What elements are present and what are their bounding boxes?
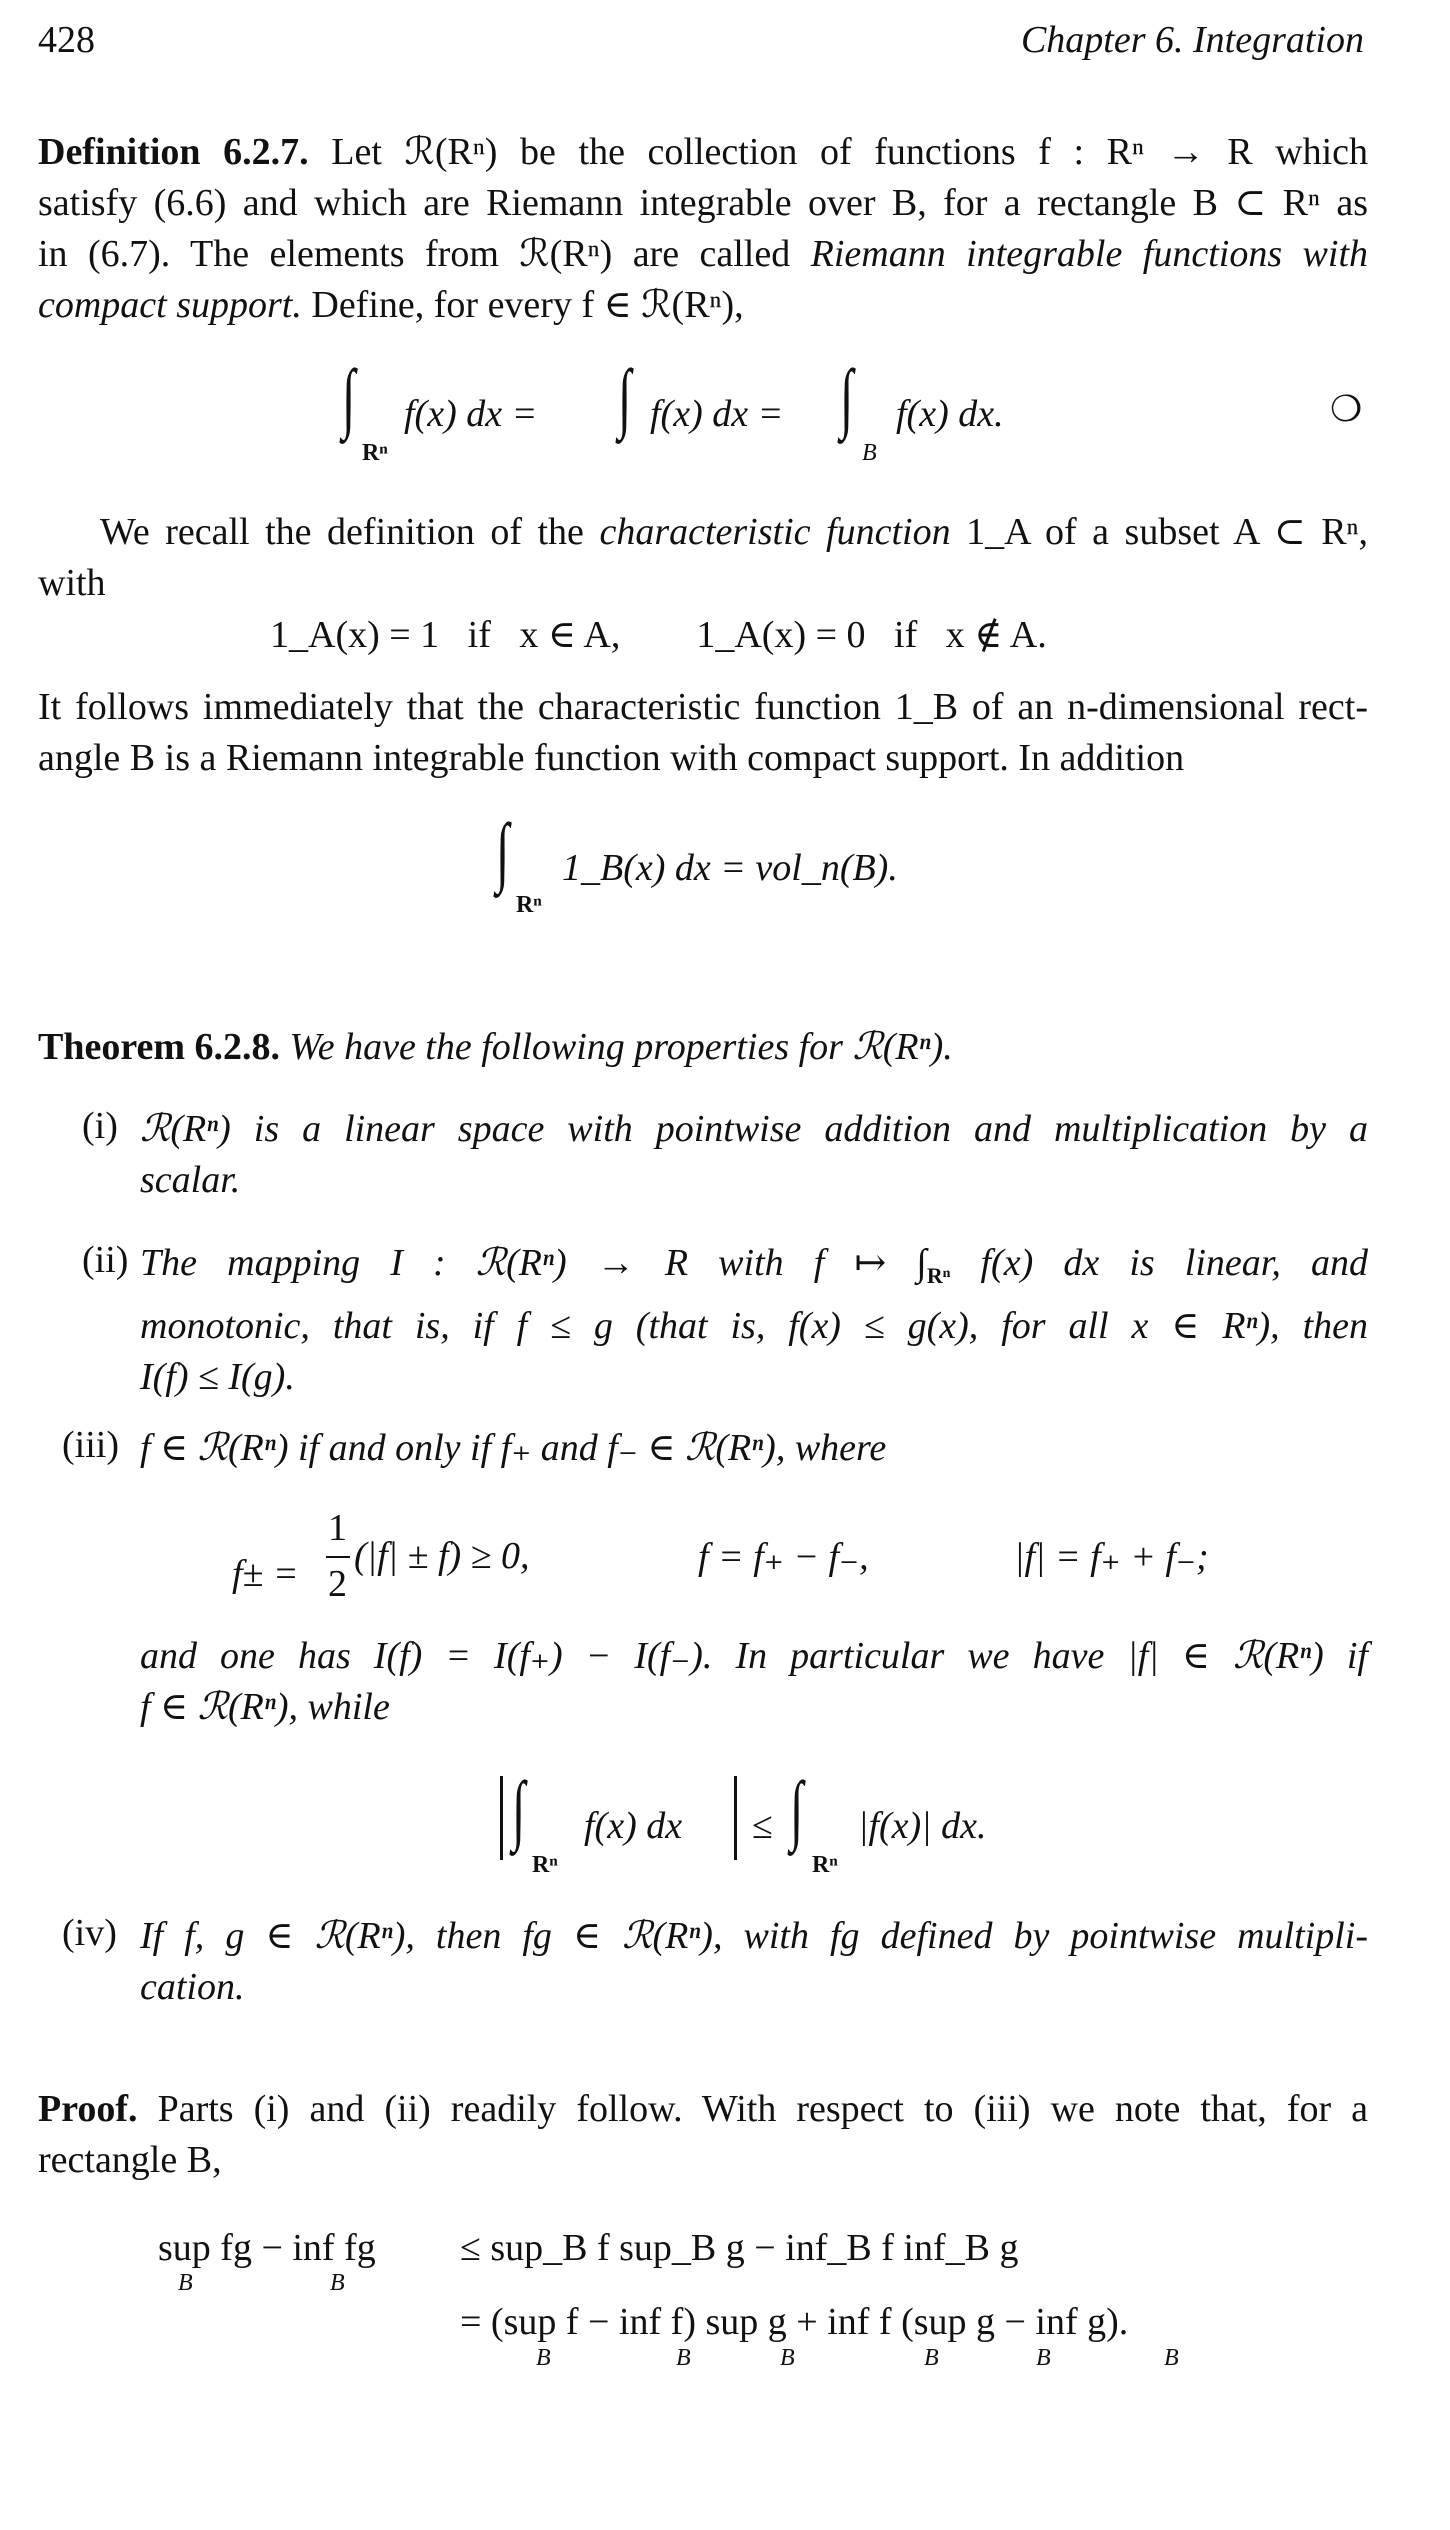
theorem-item-4 xyxy=(140,1911,1368,2013)
frac-bar xyxy=(326,1556,350,1558)
inequality-rhs: |f(x)| dx. xyxy=(858,1805,987,1847)
sub-b: B xyxy=(1164,2345,1179,2371)
definition-block xyxy=(38,127,1368,331)
integral-sign: ∫ xyxy=(342,353,356,440)
item-1-line-2: scalar. xyxy=(140,1159,241,1201)
sub-b: B xyxy=(1036,2345,1051,2371)
sub-b: B xyxy=(676,2345,691,2371)
proof-eq1-rhs: ≤ sup_B f sup_B g − inf_B f inf_B g xyxy=(460,2227,1019,2269)
char-term: characteristic function xyxy=(599,511,951,553)
item-label: (iii) xyxy=(62,1424,119,1466)
theorem-item-3: f ∈ ℛ(Rⁿ) if and only if f₊ and f₋ ∈ ℛ(Rⁿ), where xyxy=(140,1427,887,1469)
sub-b: B xyxy=(178,2270,193,2296)
definition-line-1 xyxy=(38,127,1368,178)
item-2-text-b: f(x) dx is linear, and xyxy=(980,1242,1368,1284)
integral-sub-rn: Rⁿ xyxy=(532,1852,558,1878)
char-line-3: It follows immediately that the characteristic function 1_B of an n-dimensional rect- xyxy=(38,686,1368,728)
char-text-1a: We recall the definition of the xyxy=(100,511,584,553)
display-part-1: f(x) dx = xyxy=(404,393,538,435)
item-1-line-1: ℛ(Rⁿ) is a linear space with pointwise addition and multiplication by a xyxy=(140,1108,1368,1150)
item-3-after-1: and one has I(f) = I(f₊) − I(f₋). In particular we have |f| ∈ ℛ(Rⁿ) if xyxy=(140,1635,1368,1677)
proof-eq2-rhs: = (sup f − inf f) sup g + inf f (sup g − inf g). xyxy=(460,2301,1129,2343)
abs-bar-left xyxy=(500,1776,503,1860)
display-part-2: f(x) dx = xyxy=(650,393,784,435)
char-line-4: angle B is a Riemann integrable function with compact support. In addition xyxy=(38,737,1185,779)
item-label: (iv) xyxy=(62,1912,117,1954)
definition-text-1: Let ℛ(Rⁿ) be the collection of functions f : Rⁿ → R which xyxy=(331,131,1369,173)
definition-text-4b: Define, for every f ∈ ℛ(Rⁿ), xyxy=(311,284,744,326)
theorem-statement: We have the following properties for ℛ(Rⁿ). xyxy=(289,1026,953,1068)
item-2-line-2: monotonic, that is, if f ≤ g (that is, f(x) ≤ g(x), for all x ∈ Rⁿ), then xyxy=(140,1305,1368,1347)
page-number: 428 xyxy=(38,19,95,61)
definition-text-3a: in (6.7). The elements from ℛ(Rⁿ) are called xyxy=(38,233,791,275)
integral-sign: ∫ xyxy=(512,1765,526,1852)
theorem-item-2 xyxy=(140,1238,1368,1403)
inline-sub-rn: Rⁿ xyxy=(926,1263,951,1288)
sub-b: B xyxy=(780,2345,795,2371)
integral-sign: ∫ xyxy=(840,353,854,440)
item-label: (i) xyxy=(82,1105,118,1147)
frac-den: 2 xyxy=(328,1563,347,1605)
proof-text-1: Parts (i) and (ii) readily follow. With respect to (iii) we note that, for a xyxy=(157,2088,1369,2130)
item-2-line-1 xyxy=(140,1238,1368,1301)
item-2-line-3: I(f) ≤ I(g). xyxy=(140,1356,295,1398)
abs-bar-right xyxy=(734,1776,737,1860)
theorem-item-1 xyxy=(140,1104,1368,1206)
integral-sign: ∫ xyxy=(618,353,632,440)
char-text-1c: 1_A of a subset A ⊂ Rⁿ, xyxy=(966,511,1369,553)
sub-b: B xyxy=(330,2270,345,2296)
fpm-lhs: f± = xyxy=(232,1553,299,1595)
item-label: (ii) xyxy=(82,1239,129,1281)
proof-line-2: rectangle B, xyxy=(38,2139,222,2181)
display-part-3: f(x) dx. xyxy=(896,393,1004,435)
integral-sub-rn: Rⁿ xyxy=(812,1852,838,1878)
inequality-lhs: f(x) dx xyxy=(584,1805,683,1847)
definition-label: Definition 6.2.7. xyxy=(38,131,309,173)
abs-decomp: |f| = f₊ + f₋; xyxy=(1014,1536,1209,1578)
theorem-label: Theorem 6.2.8. xyxy=(38,1026,281,1068)
item-2-text-a: The mapping I : ℛ(Rⁿ) → R with f ↦ ∫ xyxy=(140,1242,927,1284)
fpm-rhs: (|f| ± f) ≥ 0, xyxy=(354,1535,530,1577)
integral-sub-rn: Rⁿ xyxy=(516,892,542,918)
f-decomp: f = f₊ − f₋, xyxy=(698,1536,869,1578)
proof-label: Proof. xyxy=(38,2088,138,2130)
frac-num: 1 xyxy=(328,1507,347,1549)
integral-sub-rn: Rⁿ xyxy=(362,440,388,466)
definition-line-4 xyxy=(38,280,1368,331)
sub-b: B xyxy=(924,2345,939,2371)
proof-eq1-lhs: sup fg − inf fg xyxy=(158,2227,376,2269)
leq-sign: ≤ xyxy=(752,1805,773,1847)
integral-sub-b: B xyxy=(862,440,877,466)
item-4-line-1: If f, g ∈ ℛ(Rⁿ), then fg ∈ ℛ(Rⁿ), with fg defined by pointwise multipli- xyxy=(140,1915,1368,1957)
end-of-definition-icon: ❍ xyxy=(1330,389,1363,429)
characteristic-display: 1_A(x) = 1 if x ∈ A, 1_A(x) = 0 if x ∉ A. xyxy=(270,614,1047,656)
characteristic-paragraph xyxy=(38,507,1368,609)
characteristic-paragraph-2 xyxy=(38,682,1368,784)
definition-line-2: satisfy (6.6) and which are Riemann integrable over B, for a rectangle B ⊂ Rⁿ as xyxy=(38,182,1368,224)
item-3-continuation xyxy=(140,1631,1368,1733)
volume-equation: 1_B(x) dx = vol_n(B). xyxy=(562,847,898,889)
integral-sign: ∫ xyxy=(496,807,510,894)
item-3-after-2: f ∈ ℛ(Rⁿ), while xyxy=(140,1686,390,1728)
sub-b: B xyxy=(536,2345,551,2371)
definition-term-2: compact support. xyxy=(38,284,302,326)
definition-line-3 xyxy=(38,229,1368,280)
char-line-2: with xyxy=(38,562,106,604)
integral-sign: ∫ xyxy=(790,1765,804,1852)
proof-line-1 xyxy=(38,2084,1368,2135)
proof-paragraph xyxy=(38,2084,1368,2186)
running-header: Chapter 6. Integration xyxy=(1020,19,1364,61)
theorem-heading xyxy=(38,1022,1368,1073)
definition-term: Riemann integrable functions with xyxy=(810,233,1368,275)
item-4-line-2: cation. xyxy=(140,1966,245,2008)
char-line-1 xyxy=(38,507,1368,558)
